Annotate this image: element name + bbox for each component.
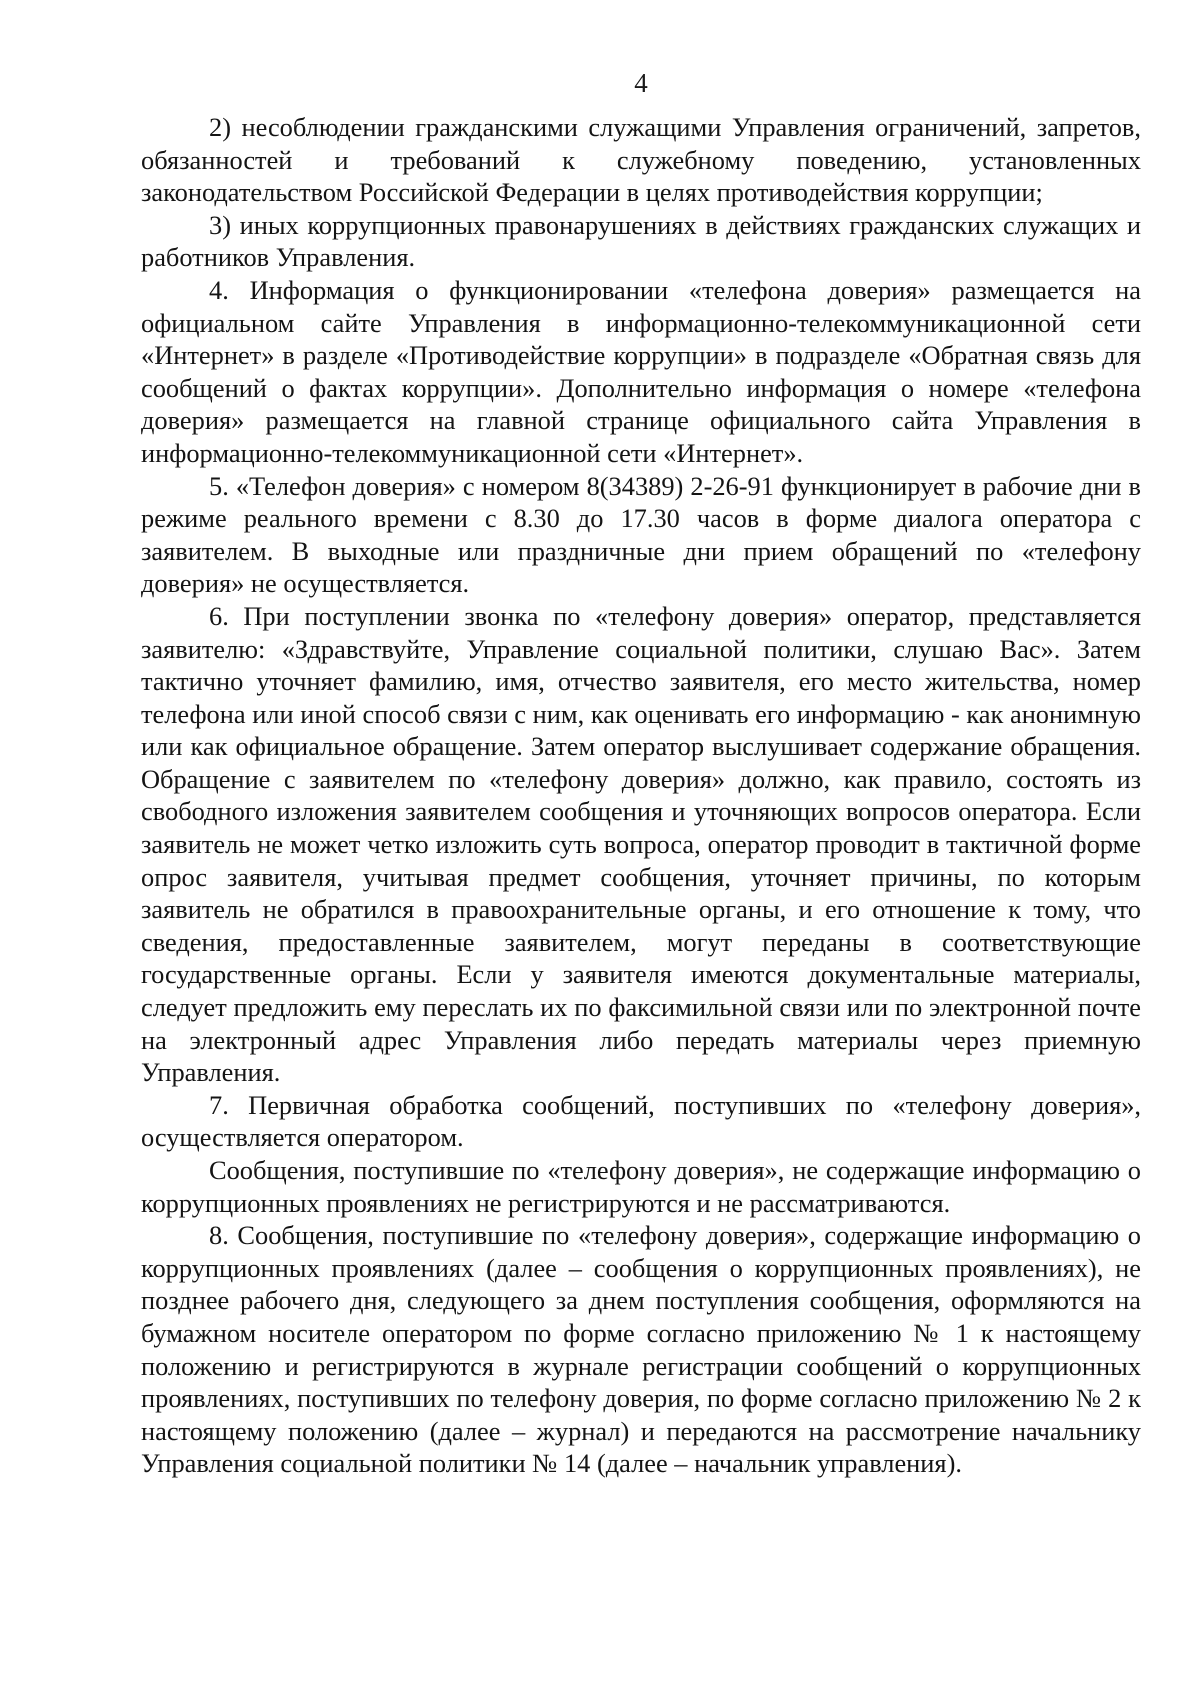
paragraph-section-8: 8. Сообщения, поступившие по «телефону доверия», содержащие информацию о коррупционных проявлениях (далее – сообщения о коррупционных проявлениях), не позднее рабочего дня, следующего за днем поступления сообщения, оформляются на бумажном носителе оператором по форме согласно приложению № 1 к настоящему положению и регистрируются в журнале регистрации сообщений о коррупционных проявлениях, поступивших по телефону доверия, по форме согласно приложению № 2 к настоящему положению (далее – журнал) и передаются на рассмотрение начальнику Управления социальной политики № 14 (далее – начальник управления). (141, 1220, 1141, 1479)
paragraph-item-3: 3) иных коррупционных правонарушениях в действиях гражданских служащих и работников Управления. (141, 209, 1141, 273)
paragraph-section-7-continued: Сообщения, поступившие по «телефону доверия», не содержащие информацию о коррупционных проявлениях не регистрируются и не рассматриваются. (141, 1155, 1141, 1218)
page-number: 4 (634, 68, 648, 98)
paragraph-section-4: 4. Информация о функционировании «телефона доверия» размещается на официальном сайте Управления в информационно-телекоммуникационной сети «Интернет» в разделе «Противодействие коррупции» в подразделе «Обратная связь для сообщений о фактах коррупции». Дополнительно информация о номере «телефона доверия» размещается на главной странице официального сайта Управления в информационно-телекоммуникационной сети «Интернет». (141, 274, 1141, 468)
paragraph-section-6: 6. При поступлении звонка по «телефону доверия» оператор, представляется заявителю: «Здравствуйте, Управление социальной политики, слушаю Вас». Затем тактично уточняет фамилию, имя, отчество заявителя, его место жительства, номер телефона или иной способ связи с ним, как оценивать его информацию - как анонимную или как официальное обращение. Затем оператор выслушивает содержание обращения. Обращение с заявителем по «телефону доверия» должно, как правило, состоять из свободного изложения заявителем сообщения и уточняющих вопросов оператора. Если заявитель не может четко изложить суть вопроса, оператор проводит в тактичной форме опрос заявителя, учитывая предмет сообщения, уточняет причины, по которым заявитель не обратился в правоохранительные органы, и его отношение к тому, что сведения, предоставленные заявителем, могут переданы в соответствующие государственные органы. Если у заявителя имеются документальные материалы, следует предложить ему переслать их по факсимильной связи или по электронной почте на электронный адрес Управления либо передать материалы через приемную Управления. (141, 600, 1141, 1088)
paragraph-section-5: 5. «Телефон доверия» с номером 8(34389) 2-26-91 функционирует в рабочие дни в режиме реального времени с 8.30 до 17.30 часов в форме диалога оператора с заявителем. В выходные или праздничные дни прием обращений по «телефону доверия» не осуществляется. (141, 470, 1141, 599)
document-body (141, 111, 1141, 1480)
paragraph-section-7: 7. Первичная обработка сообщений, поступивших по «телефону доверия», осуществляется оператором. (141, 1089, 1141, 1153)
paragraph-item-2: 2) несоблюдении гражданскими служащими Управления ограничений, запретов, обязанностей и требований к служебному поведению, установленных законодательством Российской Федерации в целях противодействия коррупции; (141, 112, 1141, 208)
